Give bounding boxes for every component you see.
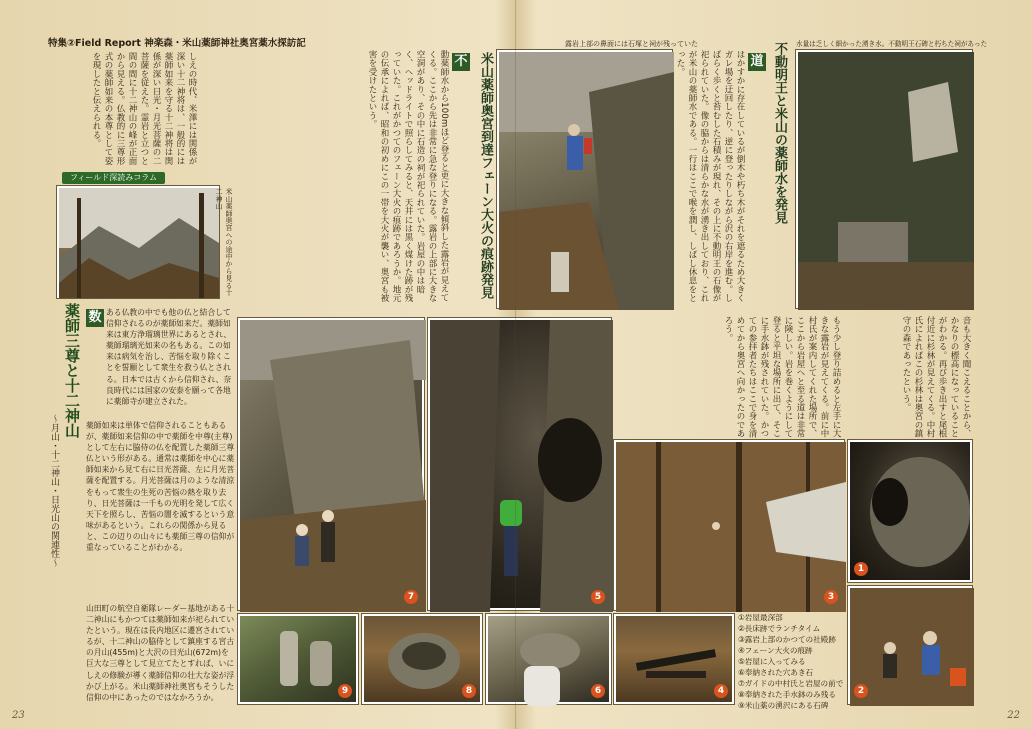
page-number-right: 22 [1007, 710, 1020, 721]
photo-number-8: 8 [462, 684, 476, 698]
column-label: フィールド深読みコラム [62, 172, 165, 184]
yakushi-initial-wrap [86, 306, 104, 327]
photo-1-cave-depth [848, 440, 972, 582]
yakushi-paragraph-1: ある仏教の中でも他の仏と結合して信仰されるのが薬師如来だ。薬師如来は東方浄瑠璃世界にあるとされ、薬師瑠璃光如来の名もある。この如来は病気を治し、苦悩を取り除くことを誓願として衆生を救う仏とされる。日本では古くから信仰され、奈良時代には国家の安泰を願って各地に薬師寺が建立された。 [106, 308, 232, 406]
spine-divider [515, 0, 516, 729]
dou-body: はかすかに存在しているが倒木や朽ち木がそれを遮るため大きくガレ場を迂回したり、逆に登ったりしながら沢の右岸を進む。しばらく歩くと苔むした石積みが現れ、その上に不動明王の石像が祀られていた。像の脇からは清らかな水が湧き出しており、これが米山の薬師水である。一行はここで喉を潤し、しばし休息をとった。 [675, 50, 745, 303]
ftz-initial: 不 [452, 53, 470, 71]
yakushi-heading: 薬師三尊と十二神山 [63, 303, 81, 438]
rock-scene [240, 320, 426, 612]
photo-5-entering-cave [428, 318, 611, 610]
feature-title: 特集②Field Report 神楽森・米山薬師神社奥宮薬水探訪記 [48, 38, 306, 49]
far-right-body: 音も大きく聞こえることから、かなりの標高になっていることがわかる。再び歩き出すと尾根付近に杉林が見えてくる。中村氏によればこの杉林は奥宮の鎮守の森であったという。 [901, 316, 971, 438]
slope-scene [616, 442, 846, 612]
dou-heading: 不動明王と米山の薬師水を発見 [772, 42, 787, 224]
cave-depth-scene [850, 442, 974, 584]
legend-item-2: ②長床跡でランチタイム [738, 624, 821, 633]
photo-7-guide-at-cave [238, 318, 424, 610]
legend-item-3: ③露岩上部のかつての社殿跡 [738, 635, 836, 644]
dou-initial-wrap [748, 50, 766, 71]
legend-item-9: ⑨米山薬の湧沢にある石碑 [738, 701, 829, 710]
photo-number-5: 5 [591, 590, 605, 604]
photo-number-6: 6 [591, 684, 605, 698]
photo-number-2: 2 [854, 684, 868, 698]
yakushi-initial: 数 [86, 309, 104, 327]
photo-number-3: 3 [824, 590, 838, 604]
climb-scene [499, 52, 674, 310]
photo-number-1: 1 [854, 562, 868, 576]
cave-scene [430, 320, 613, 612]
ftz-body: 動薬師水から100mほど登ると更に大きな傾斜した露岩が見えてくる。ここから先は非常に急な登りになる。露岩の上部に大きな空洞があり、その中に石造の祠が祀られていた。岩屋の中は暗く、ヘッドライトで照らしてみると、天井には黒く煤けた跡が残っていた。これがかつてのフェーン大火の痕跡であろうか。地元の伝承によれば、昭和の初めにこの一帯を大火が襲い、奥宮も被害を受けたという。 [367, 50, 449, 303]
legend-item-4: ④フェーン大火の痕跡 [738, 646, 813, 655]
photo-4-fire-trace [614, 614, 734, 704]
legend-item-6: ⑥奉納された穴あき石 [738, 668, 814, 677]
photo-top-center-climb [497, 50, 672, 308]
photo-legend [738, 612, 843, 711]
legend-item-7: ⑦ガイドの中村氏と岩屋の前で [738, 679, 844, 688]
legend-item-5: ⑤岩屋に入ってみる [738, 657, 806, 666]
yakushi-subheading: 〜月山・十二神山・日光山の関連性〜 [49, 414, 59, 567]
photo-2-lunch [848, 586, 972, 704]
photo-3-shrine-site [614, 440, 844, 610]
ftz-heading: 米山薬師奥宮到達フェーン大火の痕跡発見 [478, 52, 493, 299]
yakushi-paragraph-3: 山田町の航空自衛隊レーダー基地がある十二神山にもかつては薬師如来が祀られていたという。現在は長内地区に遷宮されているが、十二神山の脇侍として鎮座する宮古の月山(455m)と大沢の日光山(672m)を巨大な三尊として見立てたとすれば、いにしえの修験が導く薬師信仰の壮大な姿が浮かび上がる。米山薬師神社奥宮もそうした信仰の中にあったのではなかろうか。 [86, 604, 235, 702]
photo-number-4: 4 [714, 684, 728, 698]
column-photo-caption: 米山薬師奥宮への途中から見る十二神山 [215, 188, 233, 296]
top-photo-caption: 露岩上部の鼻面には石塚と祠が残っていた [565, 40, 698, 48]
page-number-left: 23 [12, 710, 25, 721]
mountain-illustration [59, 188, 219, 298]
photo-9-stone-monument [238, 614, 358, 704]
photo-6-offering-stone [486, 614, 611, 704]
dou-initial: 道 [748, 53, 766, 71]
ftz-initial-wrap [452, 50, 470, 71]
legend-item-8: ⑧奉納された手水鉢のみ残る [738, 690, 836, 699]
intro-text-column: しえの時代、米澤には関係が深い十二神将は、一般的には薬師如来を守る十二神将は関係が深い日光・月光菩薩の二菩薩を従えた。霊岩と立つと間の間に十二神山の峰が正面から見える。仏教的に三尊形式の薬師如来の本尊として姿を現したと伝えられる。 [91, 52, 197, 166]
photo-number-7: 7 [404, 590, 418, 604]
photo-top-right-fudo [796, 50, 972, 308]
yakushi-paragraph-2: 薬師如来は単体で信仰されることもあるが、薬師如来信仰の中で薬師を中尊(主尊)として左右に脇侍の仏を配置した薬師三尊仏という形がある。通常は薬師を中心に薬師如来から見て右に日光菩薩、左に月光菩薩を配置する。月光菩薩は月のような清涼をもって衆生の生死の苦悩の熱を取り去り、日光菩薩は一千もの光明を発して広く天下を照らし、苦悩の闇を滅するという意味があるという。これらの関係から見ると、この辺りの山々にも薬師三尊の信仰が重なっていることがわかる。 [86, 421, 235, 553]
lunch-scene [850, 588, 974, 706]
fudo-scene [798, 52, 974, 310]
top-right-caption: 水量は乏しく細かった湧き水。不動明王石碑と朽ちた祠があった [796, 40, 988, 48]
photo-8-water-basin [362, 614, 482, 704]
mid-right-body: もう少し登り詰めると左手に大きな露岩が見えてくる。前に中村氏が案内してくれた場所で、ここから岩屋へと至る道は非常に険しい。岩を巻くようにして登ると平坦な場所に出て、そこに手水鉢が残されていた。かつての参拝者たちはここで身を清めてから奥宮へ向かったのであろう。 [723, 316, 841, 438]
legend-item-1: ①岩屋最深部 [738, 613, 783, 622]
photo-number-9: 9 [338, 684, 352, 698]
photo-landscape-column [57, 186, 219, 298]
